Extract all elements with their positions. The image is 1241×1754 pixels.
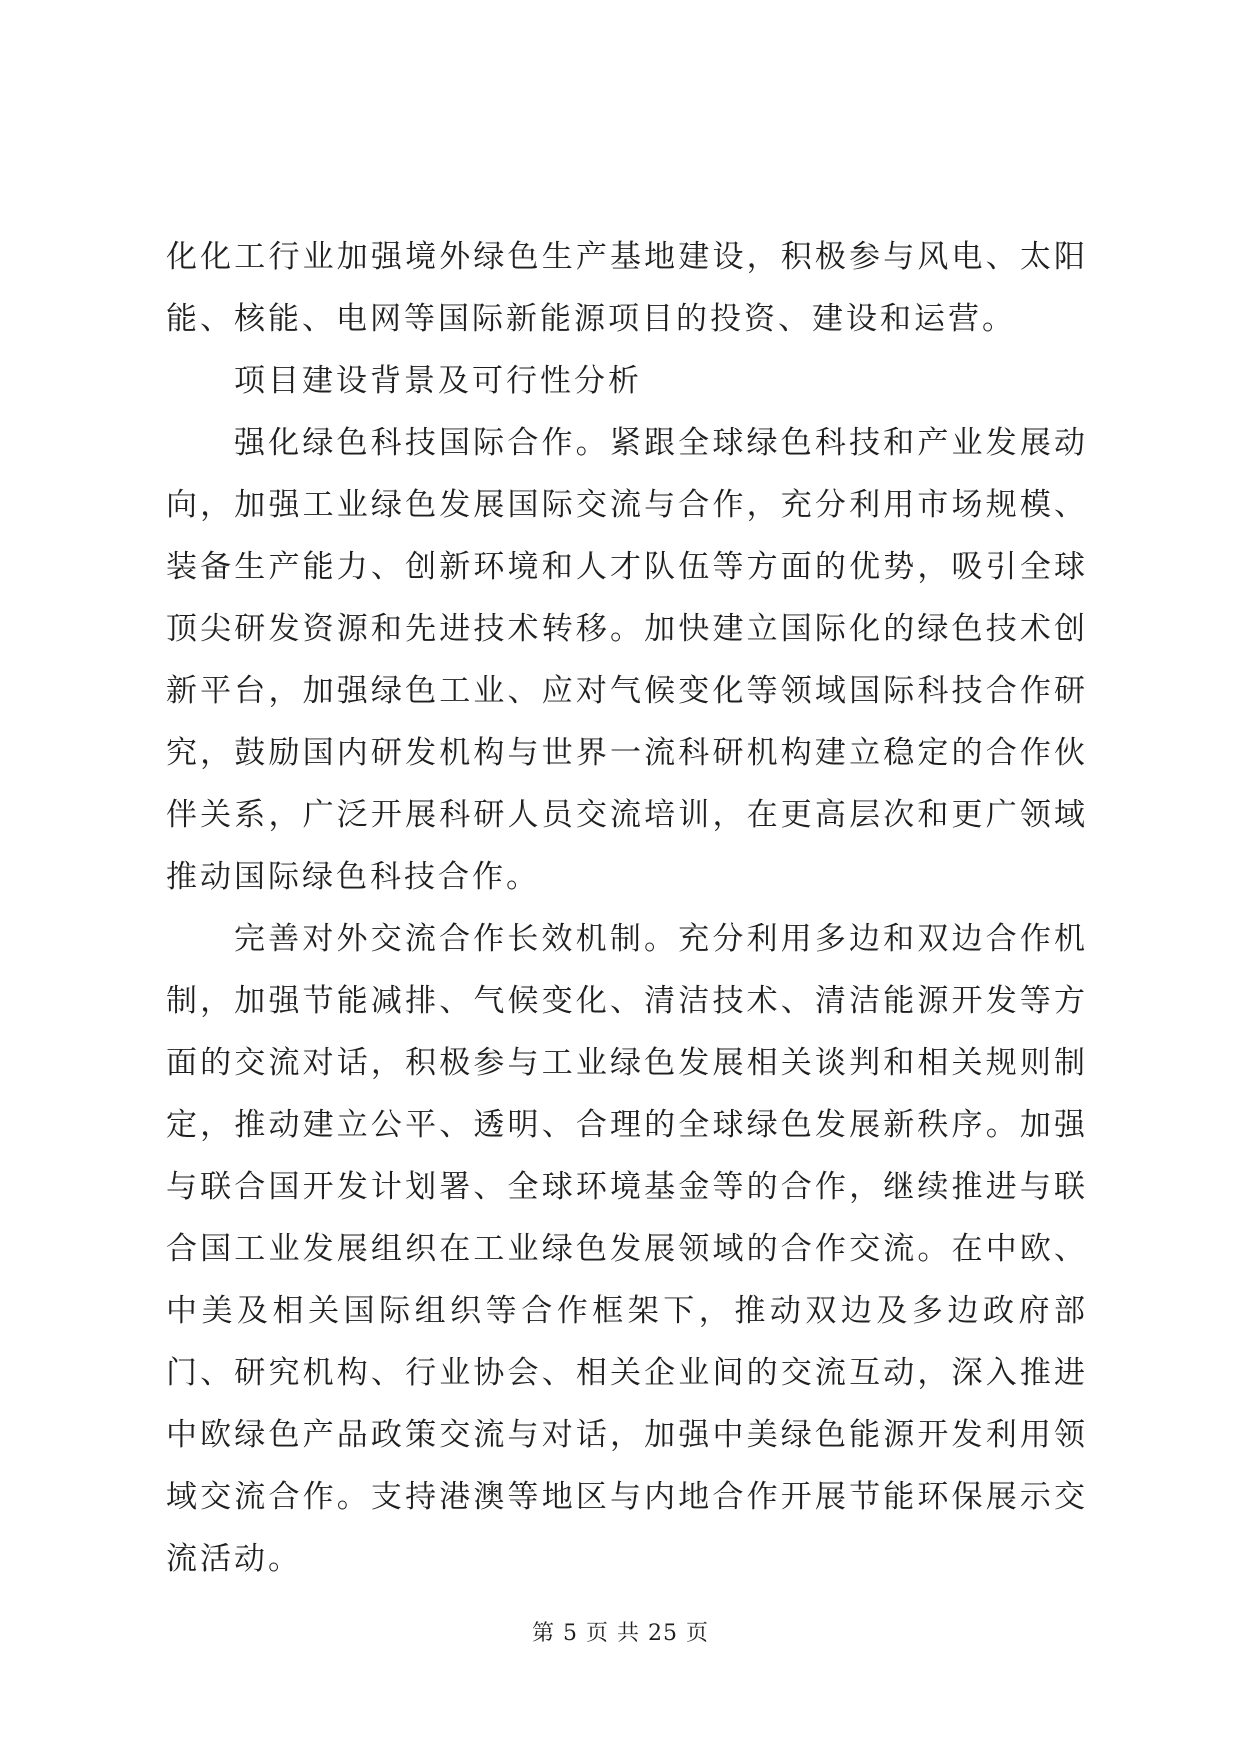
document-body (166, 226, 1088, 1590)
paragraph-green-tech-cooperation: 强化绿色科技国际合作。紧跟全球绿色科技和产业发展动向，加强工业绿色发展国际交流与合作，充分利用市场规模、装备生产能力、创新环境和人才队伍等方面的优势，吸引全球顶尖研发资源和先进技术转移。加快建立国际化的绿色技术创新平台，加强绿色工业、应对气候变化等领域国际科技合作研究，鼓励国内研发机构与世界一流科研机构建立稳定的合作伙伴关系，广泛开展科研人员交流培训，在更高层次和更广领域推动国际绿色科技合作。 (166, 425, 1088, 895)
page-number-footer: 第 5 页 共 25 页 (532, 1621, 709, 1646)
section-heading: 项目建设背景及可行性分析 (234, 363, 642, 399)
paragraph-continued: 化化工行业加强境外绿色生产基地建设，积极参与风电、太阳能、核能、电网等国际新能源项目的投资、建设和运营。 (166, 239, 1088, 337)
paragraph-exchange-mechanism: 完善对外交流合作长效机制。充分利用多边和双边合作机制，加强节能减排、气候变化、清洁技术、清洁能源开发等方面的交流对话，积极参与工业绿色发展相关谈判和相关规则制定，推动建立公平、透明、合理的全球绿色发展新秩序。加强与联合国开发计划署、全球环境基金等的合作，继续推进与联合国工业发展组织在工业绿色发展领域的合作交流。在中欧、中美及相关国际组织等合作框架下，推动双边及多边政府部门、研究机构、行业协会、相关企业间的交流互动，深入推进中欧绿色产品政策交流与对话，加强中美绿色能源开发利用领域交流合作。支持港澳等地区与内地合作开展节能环保展示交流活动。 (166, 921, 1088, 1577)
